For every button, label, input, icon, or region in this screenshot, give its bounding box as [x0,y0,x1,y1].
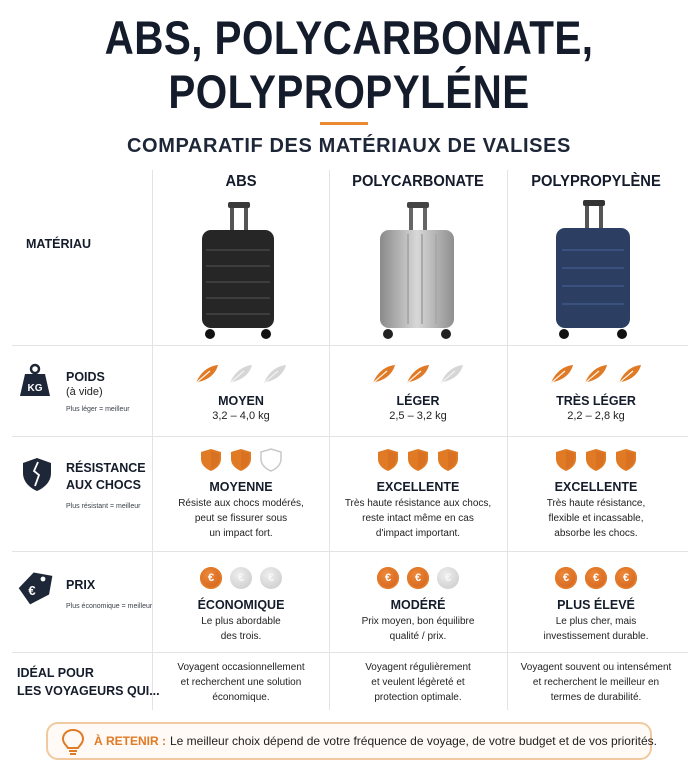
ideal-line: protection optimale. [374,692,462,703]
weight-rating-name: TRÈS LÉGER [556,394,636,408]
price-rating-name: MODÉRÉ [390,598,446,612]
cell-price-polycarbonate [333,564,503,644]
page-subtitle: COMPARATIF DES MATÉRIAUX DE VALISES [127,135,571,157]
ideal-line: et recherchent le meilleur en [532,677,660,688]
row-divider [12,551,688,552]
feather-icon [439,363,465,385]
desc-line: Le plus abordable [201,616,281,627]
feather-rating [511,360,681,388]
shield-icon [615,448,637,472]
desc-line: investissement durable. [543,631,649,642]
column-divider [152,170,153,710]
ideal-line: Voyagent souvent ou intensément [520,662,672,673]
desc-line: Résiste aux chocs modérés, [178,498,304,509]
cell-weight-polypropylene [511,360,681,422]
ideal-line: Voyagent régulièrement [365,662,471,673]
ideal-abs [156,660,326,705]
coin-rating [156,564,326,592]
price-rating-name: PLUS ÉLEVÉ [557,598,635,612]
weight-rating-name: LÉGER [396,394,440,408]
cell-impact-polycarbonate [333,446,503,541]
shield-icon [200,448,222,472]
desc-line: Très haute résistance aux chocs, [344,498,492,509]
suitcase-polypropylene-image [550,198,636,342]
weight-value: 2,2 – 2,8 kg [567,410,625,422]
row-label-impact-2: AUX CHOCS [66,478,142,492]
feather-icon [371,363,397,385]
row-label-ideal-1: IDÉAL POUR [17,666,94,680]
desc-line: flexible et incassable, [548,513,644,524]
weight-rating-name: MOYEN [218,394,264,408]
feather-icon [405,363,431,385]
feather-icon [583,363,609,385]
feather-icon [262,363,288,385]
weight-value: 2,5 – 3,2 kg [389,410,447,422]
shield-rating [333,446,503,474]
desc-line: d'impact important. [375,528,461,539]
ideal-line: et veulent légèreté et [371,677,465,688]
impact-description [156,496,326,541]
weight-value: 3,2 – 4,0 kg [212,410,270,422]
price-description [333,614,503,644]
desc-line: qualité / prix. [389,631,447,642]
row-label-material: MATÉRIAU [26,237,92,251]
row-divider [12,652,688,653]
feather-icon [228,363,254,385]
shield-icon [407,448,429,472]
shield-icon [437,448,459,472]
row-label-ideal-2: LES VOYAGEURS QUI... [17,684,160,698]
impact-rating-name: EXCELLENTE [376,480,460,494]
ideal-line: économique. [212,692,270,703]
lightbulb-icon [60,728,86,756]
euro-coin-icon: € [437,567,459,589]
impact-rating-name: MOYENNE [209,480,273,494]
shield-icon [555,448,577,472]
column-header-abs: ABS [225,173,257,190]
ideal-line: Voyagent occasionnellement [177,662,305,673]
takeaway-text: Le meilleur choix dépend de votre fréquence de voyage, de votre budget et de vos priorités. [170,734,657,748]
price-description [156,614,326,644]
column-header-polycarbonate: POLYCARBONATE [352,173,484,190]
coin-rating [511,564,681,592]
takeaway-label: À RETENIR : [94,734,166,748]
feather-rating [333,360,503,388]
row-note-weight: Plus léger = meilleur [66,406,130,413]
euro-coin-icon: € [615,567,637,589]
feather-icon [617,363,643,385]
desc-line: Prix moyen, bon équilibre [361,616,475,627]
price-description [511,614,681,644]
shield-icon [230,448,252,472]
coin-rating [333,564,503,592]
cell-price-abs [156,564,326,644]
row-sublabel-weight: (à vide) [66,386,103,398]
row-label-weight: POIDS [66,370,105,384]
cell-impact-polypropylene [511,446,681,541]
feather-rating [156,360,326,388]
desc-line: un impact fort. [209,528,273,539]
euro-coin-icon: € [260,567,282,589]
impact-description [333,496,503,541]
impact-rating-name: EXCELLENTE [554,480,638,494]
ideal-line: et recherchent une solution [180,677,302,688]
svg-text:€: € [28,583,36,598]
cell-impact-abs [156,446,326,541]
cell-price-polypropylene [511,564,681,644]
svg-text:KG: KG [27,383,43,394]
shield-icon [260,448,282,472]
row-label-price: PRIX [66,578,96,592]
euro-coin-icon: € [407,567,429,589]
ideal-polycarbonate [333,660,503,705]
row-note-impact: Plus résistant = meilleur [66,503,141,510]
shield-icon [585,448,607,472]
column-divider [329,170,330,710]
ideal-polypropylene [508,660,684,705]
key-takeaway-banner [46,722,657,760]
row-divider [12,436,688,437]
euro-coin-icon: € [230,567,252,589]
ideal-line: termes de durabilité. [550,692,642,703]
row-label-impact-1: RÉSISTANCE [66,461,146,475]
euro-coin-icon: € [555,567,577,589]
row-note-price: Plus économique = meilleur [66,603,153,610]
page-title-line1: ABS, POLYCARBONATE, [104,11,594,64]
desc-line: reste intact même en cas [362,513,474,524]
euro-coin-icon: € [200,567,222,589]
column-divider [507,170,508,710]
euro-coin-icon: € [377,567,399,589]
price-rating-name: ÉCONOMIQUE [197,598,285,612]
desc-line: des trois. [220,631,262,642]
feather-icon [194,363,220,385]
shield-rating [156,446,326,474]
title-divider [320,122,368,125]
desc-line: Le plus cher, mais [555,616,637,627]
desc-line: Très haute résistance, [546,498,646,509]
desc-line: peut se fissurer sous [194,513,288,524]
euro-tag-icon [17,570,53,606]
row-divider [12,345,688,346]
cell-weight-polycarbonate [333,360,503,422]
shield-rating [511,446,681,474]
kg-weight-icon [17,362,53,398]
suitcase-abs-image [196,200,280,342]
page-title-line2: POLYPROPYLÉNE [168,65,530,118]
suitcase-polycarbonate-image [374,200,460,342]
impact-description [511,496,681,541]
shield-icon [377,448,399,472]
cracked-shield-icon [19,456,55,492]
column-header-polypropylene: POLYPROPYLÈNE [531,173,661,190]
desc-line: absorbe les chocs. [554,528,638,539]
cell-weight-abs [156,360,326,422]
feather-icon [549,363,575,385]
euro-coin-icon: € [585,567,607,589]
